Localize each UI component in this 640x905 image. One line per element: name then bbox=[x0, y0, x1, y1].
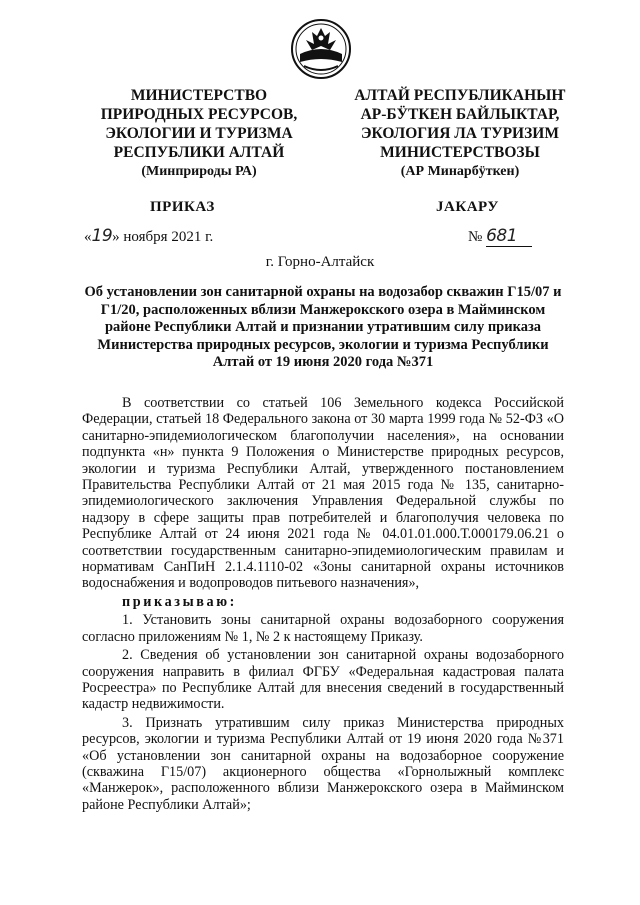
order-word-alt: JАКАРУ bbox=[436, 199, 499, 215]
order-item-2: 2. Сведения об установлении зон санитарной охраны водозаборного сооружения направить в филиал ФГБУ «Федеральная кадастровая палата Росреестра» по Республике Алтай для внесения сведений в государственный кадастр недвижимости. bbox=[82, 647, 564, 713]
order-city: г. Горно-Алтайск bbox=[265, 254, 375, 270]
ministry-name-ru-line2: ПРИРОДНЫХ РЕСУРСОВ, bbox=[100, 106, 298, 123]
number-prefix: № bbox=[468, 229, 483, 245]
ministry-name-ru-line1: МИНИСТЕРСТВО bbox=[130, 87, 268, 104]
order-word-ru: ПРИКАЗ bbox=[150, 199, 215, 215]
order-date bbox=[84, 226, 213, 246]
order-body bbox=[82, 395, 564, 813]
ministry-name-alt-line3: ЭКОЛОГИЯ ЛА ТУРИЗИМ bbox=[361, 125, 559, 142]
ministry-name-alt-line2: АР-БӰТКЕН БАЙЛЫКТАР, bbox=[360, 106, 560, 123]
ministry-name-ru-line3: ЭКОЛОГИИ И ТУРИЗМА bbox=[105, 125, 293, 142]
ministry-name-alt-line4: МИНИСТЕРСТВОЗЫ bbox=[380, 144, 540, 161]
ministry-name-ru bbox=[84, 86, 314, 181]
ministry-name-ru-line4: РЕСПУБЛИКИ АЛТАЙ bbox=[113, 144, 285, 161]
order-number bbox=[468, 226, 532, 247]
date-day-handwritten: 19 bbox=[91, 226, 113, 246]
date-open-quote: « bbox=[84, 229, 92, 245]
altai-emblem-icon bbox=[290, 16, 352, 82]
date-rest: » ноября 2021 г. bbox=[112, 229, 214, 245]
order-title: Об установлении зон санитарной охраны на водозабор скважин Г15/07 и Г1/20, расположенных вблизи Манжерокского озера в Майминском районе Республики Алтай и признании утратившим силу приказа Министерства природных ресурсов, экологии и туризма Республики Алтай от 19 июня 2020 года №371 bbox=[84, 284, 562, 371]
ministry-name-alt bbox=[340, 86, 580, 181]
order-item-1: 1. Установить зоны санитарной охраны водозаборного сооружения согласно приложениям № 1, № 2 к настоящему Приказу. bbox=[82, 612, 564, 645]
order-command: приказываю: bbox=[122, 593, 237, 610]
ministry-name-alt-line1: АЛТАЙ РЕСПУБЛИКАНЫҤ bbox=[354, 87, 566, 104]
preamble-paragraph: В соответствии со статьей 106 Земельного кодекса Российской Федерации, статьей 18 Федерального закона от 30 марта 1999 года № 52-ФЗ «О санитарно-эпидемиологическом благополучии населения», на основании подпункта «н» пункта 9 Положения о Министерстве природных ресурсов, экологии и туризма Республики Алтай, утвержденного постановлением Правительства Республики Алтай от 21 мая 2015 года № 135, санитарно-эпидемиологического заключения Управления Федеральной службы по надзору в сфере защиты прав потребителей и благополучия человека по Республике Алтай от 24 июня 2021 года № 04.01.01.000.Т.000179.06.21 о соответствии государственным санитарно-эпидемиологическим правилам и нормативам СанПиН 2.1.4.1110-02 «Зоны санитарной охраны источников водоснабжения и водопроводов питьевого назначения», bbox=[82, 395, 564, 592]
number-handwritten: 681 bbox=[486, 226, 518, 246]
ministry-short-alt: (АР Минарбӱткен) bbox=[400, 164, 520, 179]
order-item-3: 3. Признать утратившим силу приказ Министерства природных ресурсов, экологии и туризма Республики Алтай от 19 июня 2020 года №371 «Об установлении зон санитарной охраны на водозаборное сооружение (скважина Г15/07) акционерного общества «Горнолыжный комплекс «Манжерок», расположенного вблизи Манжерокского озера в Майминском районе Республики Алтай»; bbox=[82, 714, 564, 813]
ministry-short-ru: (Минприроды РА) bbox=[141, 164, 257, 179]
